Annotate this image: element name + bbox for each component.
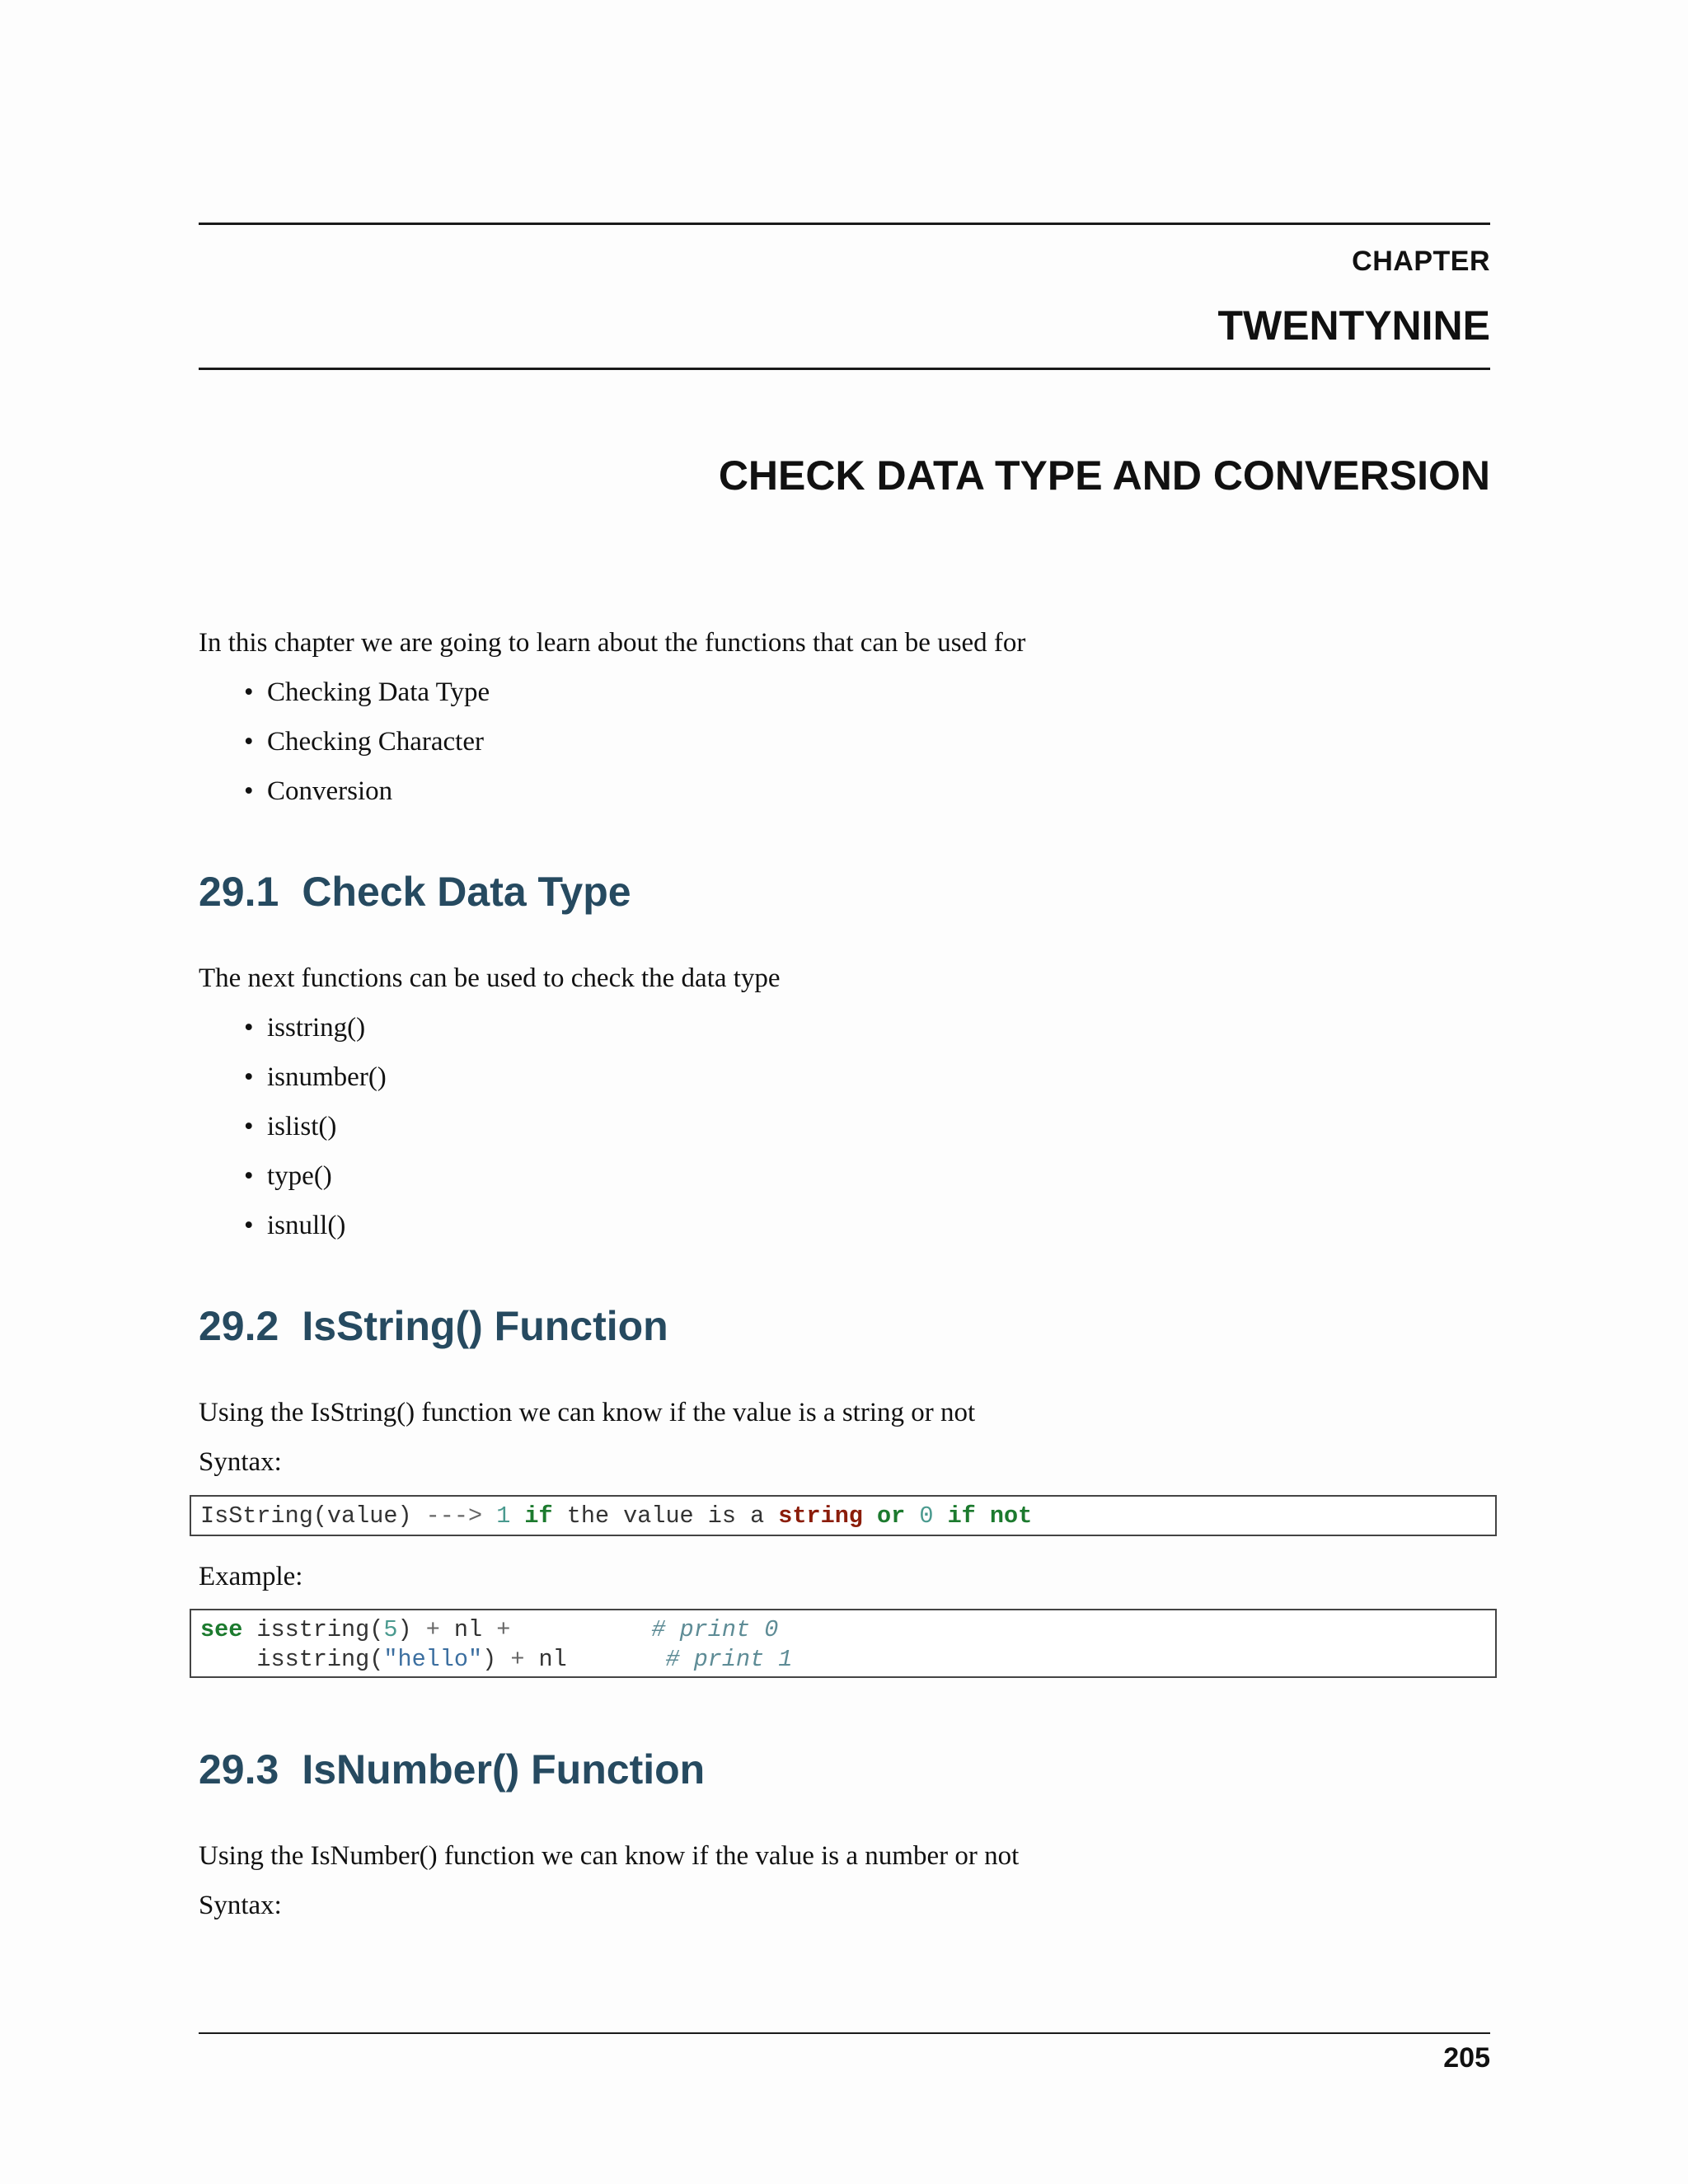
code-token: if <box>947 1502 976 1530</box>
list-item: • Checking Character <box>199 725 490 775</box>
code-token: isstring( <box>256 1616 384 1643</box>
list-item: • isnull() <box>199 1209 387 1258</box>
code-token: + <box>496 1616 511 1643</box>
code-token: the value is a <box>566 1502 765 1530</box>
code-token: 5 <box>383 1616 398 1643</box>
code-token: string <box>778 1502 863 1530</box>
list-item: • Checking Data Type <box>199 676 490 725</box>
section-heading-29-3 <box>199 1746 705 1793</box>
code-token: ---> <box>425 1502 483 1530</box>
code-token: "hello" <box>383 1646 483 1673</box>
syntax-label: Syntax: <box>199 1891 282 1920</box>
example-label: Example: <box>199 1562 303 1591</box>
section-number: 29.1 <box>199 869 279 915</box>
syntax-code-block <box>190 1495 1497 1536</box>
function-list <box>199 1011 387 1258</box>
code-comment: # print 1 <box>665 1646 793 1673</box>
section-title: Check Data Type <box>302 869 631 915</box>
code-token: + <box>510 1646 525 1673</box>
list-item: • type() <box>199 1160 387 1209</box>
code-token: or <box>877 1502 906 1530</box>
list-item: • Conversion <box>199 775 490 824</box>
code-token: 1 <box>496 1502 511 1530</box>
code-token: + <box>425 1616 440 1643</box>
chapter-title: CHECK DATA TYPE AND CONVERSION <box>718 452 1490 499</box>
page-number: 205 <box>1443 2042 1490 2074</box>
section-number: 29.3 <box>199 1746 279 1793</box>
top-rule <box>199 223 1490 225</box>
section-paragraph: The next functions can be used to check the data type <box>199 963 781 993</box>
code-token: not <box>989 1502 1033 1530</box>
chapter-rule <box>199 368 1490 370</box>
code-token: isstring( <box>256 1646 384 1673</box>
code-token: see <box>200 1616 243 1643</box>
section-title: IsString() Function <box>302 1303 668 1349</box>
section-heading-29-2 <box>199 1302 668 1350</box>
example-code-block <box>190 1609 1497 1678</box>
section-paragraph: Using the IsNumber() function we can know if the value is a number or not <box>199 1841 1020 1871</box>
code-comment: # print 0 <box>651 1616 779 1643</box>
list-item: • isstring() <box>199 1011 387 1061</box>
chapter-label: CHAPTER <box>1352 246 1490 277</box>
section-number: 29.2 <box>199 1303 279 1349</box>
intro-list <box>199 676 490 824</box>
code-token: if <box>524 1502 553 1530</box>
chapter-number: TWENTYNINE <box>1217 302 1490 349</box>
code-token: ) <box>397 1616 412 1643</box>
list-item: • islist() <box>199 1110 387 1160</box>
intro-paragraph: In this chapter we are going to learn about the functions that can be used for <box>199 628 1026 658</box>
footer-rule <box>199 2032 1490 2034</box>
code-token: IsString(value) <box>200 1502 412 1530</box>
list-item: • isnumber() <box>199 1061 387 1110</box>
code-token: 0 <box>919 1502 934 1530</box>
section-paragraph: Using the IsString() function we can know if the value is a string or not <box>199 1398 976 1427</box>
code-token: nl <box>453 1616 483 1643</box>
section-heading-29-1 <box>199 868 631 916</box>
code-token: nl <box>538 1646 567 1673</box>
code-token: ) <box>482 1646 497 1673</box>
syntax-label: Syntax: <box>199 1447 282 1477</box>
section-title: IsNumber() Function <box>302 1746 706 1793</box>
